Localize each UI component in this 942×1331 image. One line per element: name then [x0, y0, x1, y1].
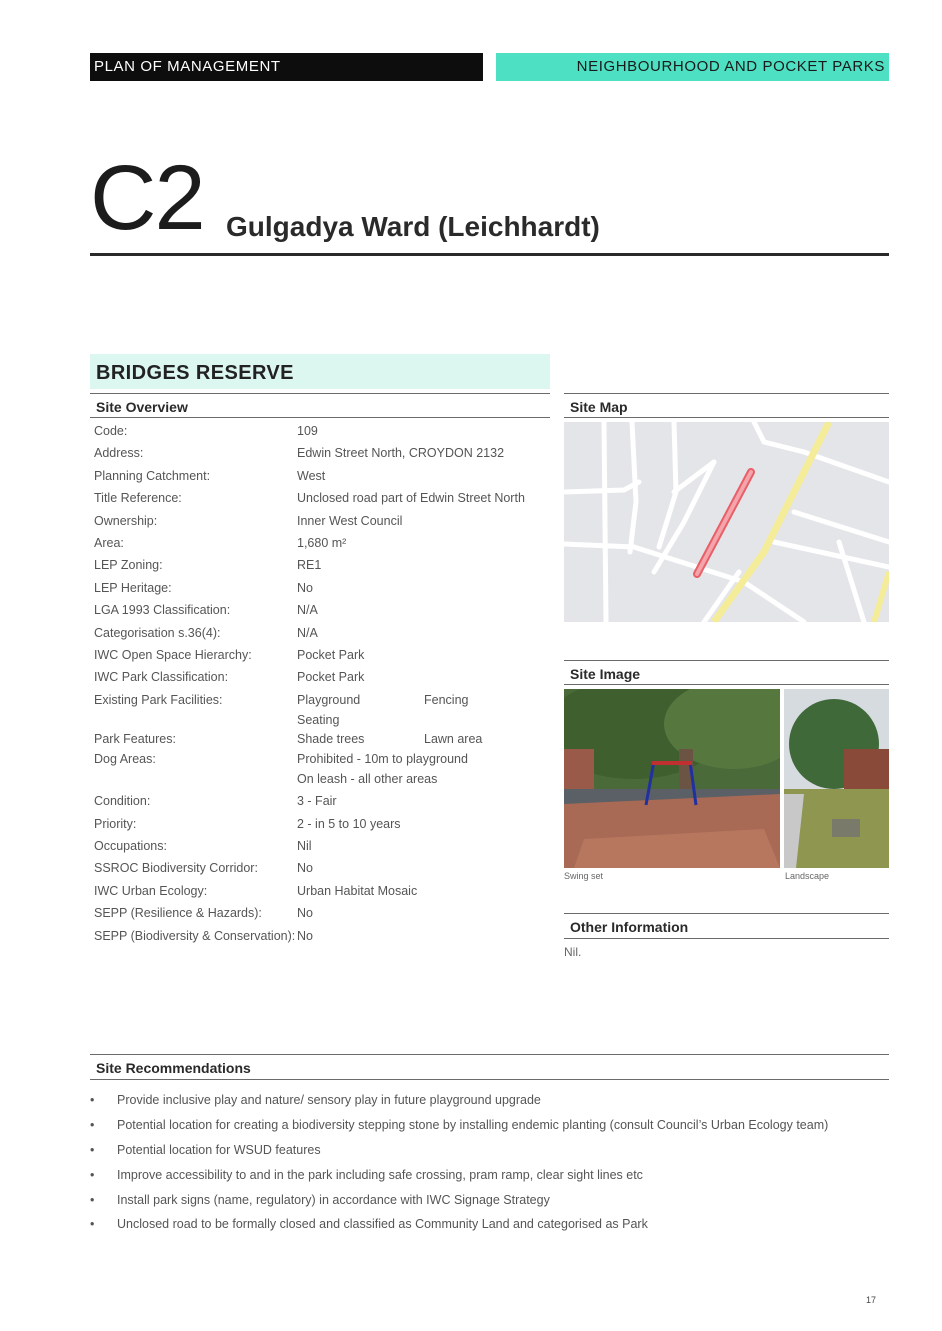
row-label: SEPP (Resilience & Hazards):	[94, 906, 262, 920]
dog-area-line: On leash - all other areas	[297, 772, 438, 786]
dog-area-line: Prohibited - 10m to playground	[297, 752, 468, 766]
site-map	[564, 422, 889, 622]
recommendation-text: Potential location for creating a biodiversity stepping stone by installing endemic planting (consult Council’s Urban Ecology team)	[117, 1118, 829, 1132]
site-overview-top-rule	[90, 393, 550, 394]
row-label: LEP Heritage:	[94, 581, 172, 595]
recommendations-top-rule	[90, 1054, 889, 1055]
swing-set-photo	[564, 689, 780, 868]
site-map-graphic	[564, 422, 889, 622]
row-value: Edwin Street North, CROYDON 2132	[297, 446, 505, 460]
landscape-caption: Landscape	[785, 871, 830, 881]
other-info-heading: Other Information	[570, 919, 689, 935]
row-value: No	[297, 861, 313, 875]
row-label: LEP Zoning:	[94, 558, 163, 572]
facility-item: Playground	[297, 693, 361, 707]
row-label: Priority:	[94, 817, 137, 831]
bullet: •	[90, 1118, 95, 1132]
recommendations-bottom-rule	[90, 1079, 889, 1080]
row-label: SSROC Biodiversity Corridor:	[94, 861, 258, 875]
row-label: Planning Catchment:	[94, 469, 211, 483]
header-plan-of-management: PLAN OF MANAGEMENT	[90, 53, 483, 81]
bullet: •	[90, 1168, 95, 1182]
row-label: IWC Urban Ecology:	[94, 884, 208, 898]
row-value: Inner West Council	[297, 514, 403, 528]
swing-set-caption: Swing set	[564, 871, 604, 881]
reserve-name-band	[90, 354, 550, 389]
site-image-top-rule	[564, 660, 889, 661]
row-label: Occupations:	[94, 839, 167, 853]
row-value: 3 - Fair	[297, 794, 337, 808]
feature-item: Shade trees	[297, 732, 365, 746]
other-info-text: Nil.	[564, 945, 582, 959]
site-map-bottom-rule	[564, 417, 889, 418]
bullet: •	[90, 1193, 95, 1207]
row-value: N/A	[297, 626, 318, 640]
row-value: Pocket Park	[297, 670, 365, 684]
row-value: Pocket Park	[297, 648, 365, 662]
row-label: Ownership:	[94, 514, 158, 528]
row-value: 1,680 m²	[297, 536, 347, 550]
site-map-heading: Site Map	[570, 399, 628, 415]
row-label: IWC Open Space Hierarchy:	[94, 648, 252, 662]
row-label: SEPP (Biodiversity & Conservation):	[94, 929, 296, 943]
section-code: C2	[90, 147, 204, 249]
site-image-bottom-rule	[564, 684, 889, 685]
row-label: Dog Areas:	[94, 752, 156, 766]
recommendation-text: Potential location for WSUD features	[117, 1143, 321, 1157]
site-overview-heading: Site Overview	[96, 399, 188, 415]
row-label: Park Features:	[94, 732, 176, 746]
row-label: LGA 1993 Classification:	[94, 603, 231, 617]
site-image-heading: Site Image	[570, 666, 641, 682]
row-label: Area:	[94, 536, 124, 550]
site-map-top-rule	[564, 393, 889, 394]
title-rule	[90, 253, 889, 256]
other-info-bottom-rule	[564, 938, 889, 939]
bullet: •	[90, 1093, 95, 1107]
row-value: Nil	[297, 839, 312, 853]
feature-item: Lawn area	[424, 732, 483, 746]
row-label: Address:	[94, 446, 144, 460]
row-label: Code:	[94, 424, 128, 438]
reserve-name: BRIDGES RESERVE	[96, 362, 294, 384]
recommendation-text: Provide inclusive play and nature/ sensory play in future playground upgrade	[117, 1093, 541, 1107]
landscape-photo	[784, 689, 889, 868]
facility-item: Fencing	[424, 693, 469, 707]
other-info-top-rule	[564, 913, 889, 914]
row-label: IWC Park Classification:	[94, 670, 229, 684]
row-value: RE1	[297, 558, 322, 572]
recommendation-text: Install park signs (name, regulatory) in accordance with IWC Signage Strategy	[117, 1193, 550, 1207]
row-value: N/A	[297, 603, 318, 617]
bullet: •	[90, 1143, 95, 1157]
row-value: No	[297, 906, 313, 920]
row-value: 109	[297, 424, 318, 438]
row-value: No	[297, 581, 313, 595]
header-section-name: NEIGHBOURHOOD AND POCKET PARKS	[496, 53, 889, 81]
recommendation-text: Improve accessibility to and in the park including safe crossing, pram ramp, clear sight lines etc	[117, 1168, 643, 1182]
row-value: No	[297, 929, 313, 943]
site-overview-bottom-rule	[90, 417, 550, 418]
recommendation-text: Unclosed road to be formally closed and classified as Community Land and categorised as Park	[117, 1217, 648, 1231]
row-label: Title Reference:	[94, 491, 182, 505]
page-number: 17	[866, 1295, 877, 1305]
row-value: West	[297, 469, 326, 483]
row-label: Existing Park Facilities:	[94, 693, 223, 707]
row-value: Unclosed road part of Edwin Street North	[297, 491, 525, 505]
ward-title: Gulgadya Ward (Leichhardt)	[226, 211, 600, 242]
row-label: Condition:	[94, 794, 151, 808]
row-value: 2 - in 5 to 10 years	[297, 817, 401, 831]
row-value: Urban Habitat Mosaic	[297, 884, 418, 898]
facility-item: Seating	[297, 713, 340, 727]
bullet: •	[90, 1217, 95, 1231]
row-label: Categorisation s.36(4):	[94, 626, 221, 640]
recommendations-heading: Site Recommendations	[96, 1060, 251, 1076]
